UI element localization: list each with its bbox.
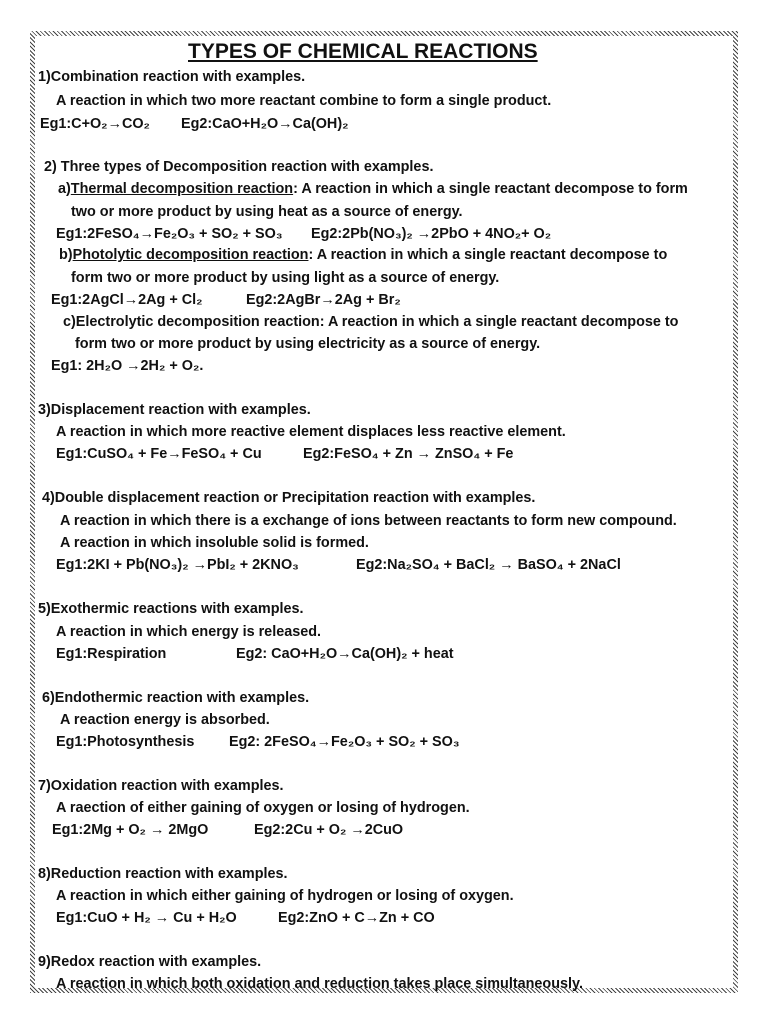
reduction-definition: A reaction in which either gaining of hydrogen or losing of oxygen. [56, 888, 514, 904]
double-displacement-def-1: A reaction in which there is a exchange of ions between reactants to form new compound. [60, 513, 677, 529]
thermal-def-line1: : A reaction in which a single reactant decompose to form [293, 181, 688, 197]
thermal-prefix: a) [58, 181, 71, 197]
electrolytic-def-line2: form two or more product by using electricity as a source of energy. [75, 336, 541, 352]
exothermic-definition: A reaction in which energy is released. [56, 624, 321, 640]
displacement-example-2: Eg2:FeSO₄ + Zn → ZnSO₄ + Fe [303, 446, 514, 462]
photolytic-def-line1: : A reaction in which a single reactant decompose to [308, 247, 668, 263]
endothermic-definition: A reaction energy is absorbed. [60, 712, 270, 728]
thermal-decomposition-definition [58, 180, 688, 198]
oxidation-example-2: Eg2:2Cu + O₂ →2CuO [254, 822, 404, 838]
combination-example-1: Eg1:C+O₂→CO₂ [40, 116, 150, 132]
oxidation-example-1: Eg1:2Mg + O₂ → 2MgO [52, 822, 209, 838]
displacement-example-1: Eg1:CuSO₄ + Fe→FeSO₄ + Cu [56, 446, 262, 462]
photolytic-example-2: Eg2:2AgBr→2Ag + Br₂ [246, 292, 401, 308]
photolytic-term: Photolytic decomposition reaction [72, 247, 309, 263]
page-title: TYPES OF CHEMICAL REACTIONS [188, 40, 538, 63]
redox-heading: 9)Redox reaction with examples. [38, 954, 262, 970]
reduction-example-1: Eg1:CuO + H₂ → Cu + H₂O [56, 910, 237, 926]
thermal-def-line2: two or more product by using heat as a source of energy. [71, 204, 463, 220]
double-displacement-def-2: A reaction in which insoluble solid is formed. [60, 535, 369, 551]
displacement-heading: 3)Displacement reaction with examples. [38, 402, 311, 418]
photolytic-decomposition-definition [59, 246, 667, 264]
endothermic-heading: 6)Endothermic reaction with examples. [42, 690, 310, 706]
exothermic-heading: 5)Exothermic reactions with examples. [38, 601, 304, 617]
electrolytic-example-1: Eg1: 2H₂O →2H₂ + O₂. [51, 358, 204, 374]
exothermic-example-2: Eg2: CaO+H₂O→Ca(OH)₂ + heat [236, 646, 454, 662]
double-displacement-example-1: Eg1:2KI + Pb(NO₃)₂ →PbI₂ + 2KNO₃ [56, 557, 299, 573]
exothermic-example-1: Eg1:Respiration [56, 646, 167, 662]
photolytic-prefix: b) [59, 247, 73, 263]
double-displacement-heading: 4)Double displacement reaction or Precipitation reaction with examples. [42, 490, 536, 506]
electrolytic-def-line1: c)Electrolytic decomposition reaction: A reaction in which a single reactant decompose to [63, 314, 679, 330]
thermal-example-2: Eg2:2Pb(NO₃)₂ →2PbO + 4NO₂+ O₂ [311, 226, 552, 242]
endothermic-example-2: Eg2: 2FeSO₄→Fe₂O₃ + SO₂ + SO₃ [229, 734, 460, 750]
double-displacement-example-2: Eg2:Na₂SO₄ + BaCl₂ → BaSO₄ + 2NaCl [356, 557, 621, 573]
combination-definition: A reaction in which two more reactant combine to form a single product. [56, 93, 552, 109]
redox-definition: A reaction in which both oxidation and reduction takes place simultaneously. [56, 976, 583, 992]
thermal-term: Thermal decomposition reaction [70, 181, 294, 197]
endothermic-example-1: Eg1:Photosynthesis [56, 734, 195, 750]
displacement-definition: A reaction in which more reactive element displaces less reactive element. [56, 424, 566, 440]
decomposition-heading: 2) Three types of Decomposition reaction with examples. [44, 159, 434, 175]
oxidation-heading: 7)Oxidation reaction with examples. [38, 778, 284, 794]
combination-example-2: Eg2:CaO+H₂O→Ca(OH)₂ [181, 116, 349, 132]
combination-heading: 1)Combination reaction with examples. [38, 69, 306, 85]
photolytic-example-1: Eg1:2AgCl→2Ag + Cl₂ [51, 292, 203, 308]
reduction-heading: 8)Reduction reaction with examples. [38, 866, 288, 882]
thermal-example-1: Eg1:2FeSO₄→Fe₂O₃ + SO₂ + SO₃ [56, 226, 283, 242]
photolytic-def-line2: form two or more product by using light as a source of energy. [71, 270, 500, 286]
reduction-example-2: Eg2:ZnO + C→Zn + CO [278, 910, 435, 926]
oxidation-definition: A raection of either gaining of oxygen or losing of hydrogen. [56, 800, 470, 816]
